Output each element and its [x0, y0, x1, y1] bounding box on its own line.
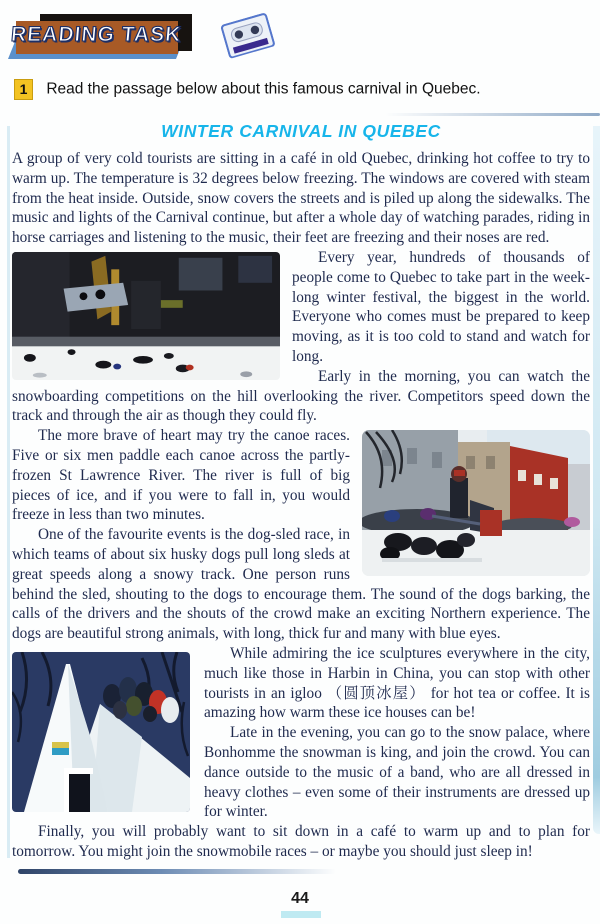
- passage-title: WINTER CARNIVAL IN QUEBEC: [161, 121, 441, 141]
- photo-carnival-crowd: [12, 252, 280, 380]
- page-number: 44: [291, 890, 309, 907]
- photo-igloo: [12, 652, 190, 812]
- bottom-divider-line: [18, 869, 336, 874]
- paragraph-2: Every year, hundreds of thousands of people come to Quebec to take part in the week-long winter festival, the biggest in the world. Everyone who comes must be prepared to keep moving, as it is too cold to stand and watch for long.: [292, 248, 590, 365]
- photo-dog-sled-race: [362, 430, 590, 576]
- logo-title: READING TASK: [10, 23, 183, 46]
- paragraph-5: One of the favourite events is the dog-sled race, in which teams of about six husky dogs pull long sleds at great speeds along a snowy track. One person runs behind the sled, shouting to the dogs to encourage them. The sound of the dogs barking, the calls of the drivers and the shouts of the crowd make an exciting Northern experience. The dogs are beautiful strong animals, with long, thick fur and many with blue eyes.: [12, 526, 590, 643]
- reading-task-logo: [8, 14, 228, 64]
- paragraph-7: Late in the evening, you can go to the snow palace, where Bonhomme the snowman is king, and join the crowd. You can dance outside to the music of a band, who are all dressed in heavy clothes – even some of their instruments are dressed up for winter.: [204, 724, 590, 821]
- paragraph-8: Finally, you will probably want to sit down in a café to warm up and to plan for tomorrow. You might join the snowmobile races – or maybe you should just sleep in!: [12, 823, 590, 860]
- task-instruction-text: Read the passage below about this famous carnival in Quebec.: [46, 80, 481, 98]
- right-page-edge-strip: [593, 126, 600, 834]
- paragraph-3: Early in the morning, you can watch the snowboarding competitions on the hill overlooking the river. Competitors speed down the track and through the air as though they could fly.: [12, 367, 590, 425]
- reading-passage: [12, 121, 590, 862]
- cassette-icon: [220, 12, 276, 60]
- task-instruction: [14, 79, 574, 103]
- paragraph-4: The more brave of heart may try the canoe races. Five or six men paddle each canoe across the partly-frozen St Lawrence River. The river is full of big pieces of ice, and if you were to fall in, you would freeze in less than two minutes.: [12, 427, 350, 524]
- paragraph-6: While admiring the ice sculptures everywhere in the city, much like those in Harbin in China, you can stop with other tourists in an igloo （圆顶冰屋） for hot tea or coffee. It is amazing how warm these ice houses can be!: [204, 644, 590, 722]
- paragraph-1: A group of very cold tourists are sitting in a café in old Quebec, drinking hot coffee to try to warm up. The temperature is 32 degrees below freezing. The windows are covered with steam from the heat inside. Outside, snow covers the streets and is piled up along the sidewalks. The music and lights of the Carnival continue, but after a whole day of watching parades, riding in horse carriages and listening to the music, their feet are freezing and their noses are red.: [12, 150, 590, 247]
- page-number-underline: [281, 911, 321, 918]
- left-page-edge-line: [7, 126, 10, 858]
- task-number-badge: 1: [14, 79, 33, 100]
- top-right-divider-line: [385, 113, 600, 116]
